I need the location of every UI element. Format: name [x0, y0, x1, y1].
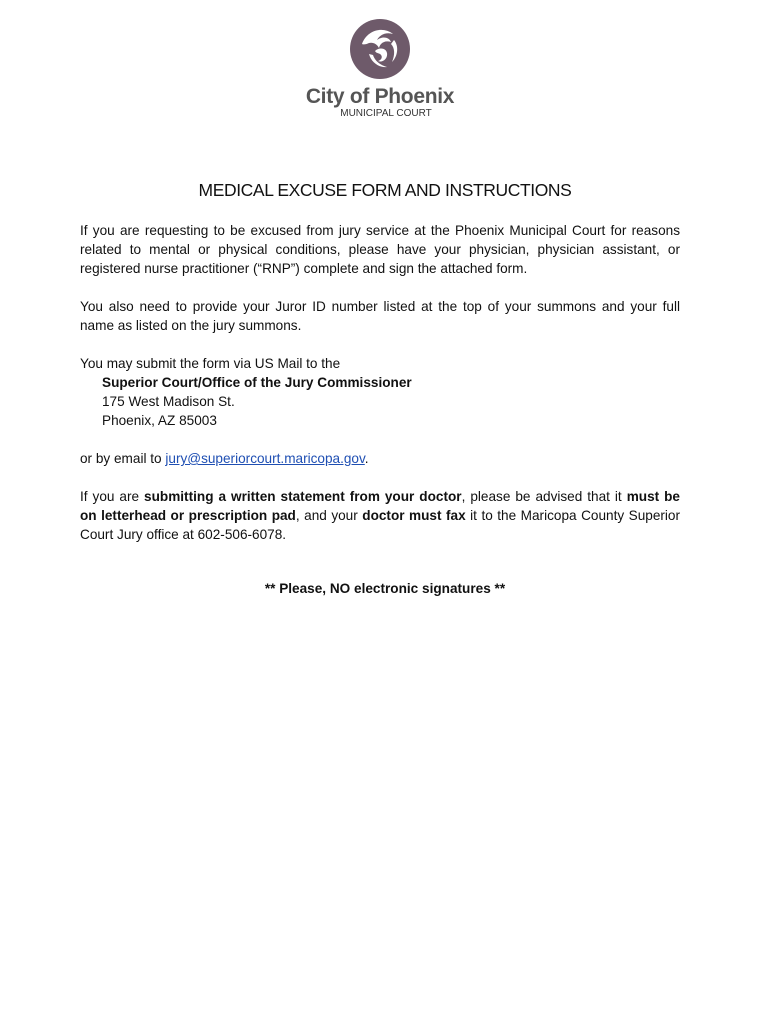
mailing-address [80, 373, 680, 430]
electronic-signature-note: ** Please, NO electronic signatures ** [264, 581, 506, 596]
p5-text-2: , please be advised that it [461, 489, 627, 504]
email-prefix: or by email to [80, 451, 166, 466]
org-name: City of Phoenix [305, 85, 455, 108]
address-line-2: 175 West Madison St. [102, 394, 235, 409]
address-line-1: Superior Court/Office of the Jury Commissioner [102, 375, 412, 390]
p5-text-4: it to the Maricopa County Superior Court Jury office at 602-506-6078. [80, 508, 681, 542]
email-link[interactable]: jury@superiorcourt.maricopa.gov [165, 451, 365, 466]
mail-intro: You may submit the form via US Mail to the [80, 356, 341, 371]
p5-bold-2: must be on letterhead or prescription pad [80, 489, 680, 523]
email-suffix: . [364, 451, 369, 466]
p5-bold-3: doctor must fax [362, 508, 466, 523]
address-line-3: Phoenix, AZ 85003 [102, 413, 217, 428]
p5-text-1: If you are [80, 489, 145, 504]
p5-text-3: , and your [295, 508, 363, 523]
paragraph-instructions: If you are requesting to be excused from jury service at the Phoenix Municipal Court for reasons related to mental or physical conditions, please have your physician, physician assistant, or registered nurse practitioner (“RNP”) complete and sign the attached form. [80, 223, 680, 276]
email-line [80, 449, 680, 468]
page-title: MEDICAL EXCUSE FORM AND INSTRUCTIONS [198, 180, 572, 200]
city-of-phoenix-logo [300, 18, 460, 120]
phoenix-bird-seal-icon [349, 18, 411, 80]
mailing-section [80, 354, 680, 430]
p5-bold-1: submitting a written statement from your doctor [144, 489, 462, 504]
paragraph-doctor-statement [80, 487, 680, 544]
org-subtitle: MUNICIPAL COURT [340, 108, 432, 119]
paragraph-juror-id: You also need to provide your Juror ID number listed at the top of your summons and your full name as listed on the jury summons. [80, 299, 680, 333]
